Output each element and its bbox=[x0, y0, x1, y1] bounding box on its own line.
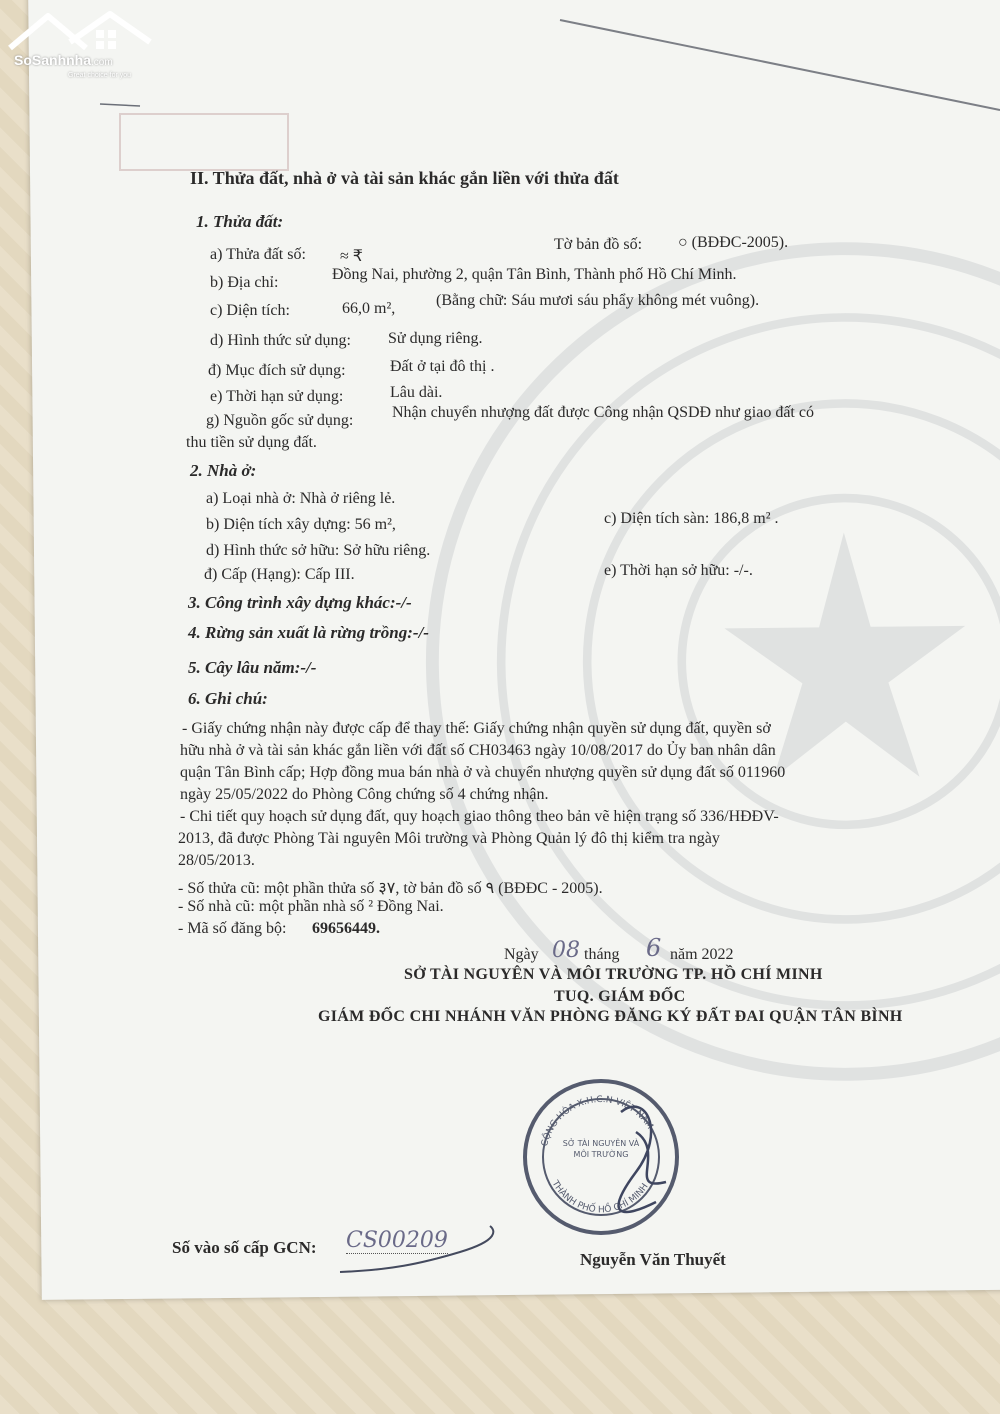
note-registration-code-label: - Mã số đăng bộ: bbox=[178, 920, 287, 937]
seal-top-text: CỘNG HÒA X.H.C.N VIỆT NAM bbox=[540, 1094, 655, 1148]
seal-bottom-text: THÀNH PHỐ HỒ CHÍ MINH bbox=[549, 1179, 651, 1216]
note-line: - Giấy chứng nhận này được cấp để thay thế: Giấy chứng nhận quyền sử dụng đất, quyền sở bbox=[182, 720, 771, 737]
official-seal-stamp bbox=[516, 1072, 686, 1242]
usage-term-label: e) Thời hạn sử dụng: bbox=[210, 388, 344, 405]
origin-value-cont: thu tiền sử dụng đất. bbox=[186, 434, 317, 451]
perennial-trees: 5. Cây lâu năm:-/- bbox=[188, 658, 317, 677]
usage-purpose-label: đ) Mục đích sử dụng: bbox=[208, 362, 346, 379]
note-old-house: - Số nhà cũ: một phần nhà số ² Đồng Nai. bbox=[178, 898, 444, 915]
area-value: 66,0 m², bbox=[342, 300, 396, 317]
issuing-department: SỞ TÀI NGUYÊN VÀ MÔI TRƯỜNG TP. HỒ CHÍ MINH bbox=[404, 966, 823, 983]
certificate-page bbox=[28, 0, 1000, 1300]
date-year: năm 2022 bbox=[670, 946, 734, 963]
authorization: TUQ. GIÁM ĐỐC bbox=[554, 988, 686, 1005]
house-ownership-term: e) Thời hạn sở hữu: -/-. bbox=[604, 562, 753, 579]
land-heading: 1. Thửa đất: bbox=[196, 212, 284, 231]
gcn-signature-scribble bbox=[330, 1222, 500, 1282]
house-ownership: d) Hình thức sở hữu: Sở hữu riêng. bbox=[206, 542, 431, 559]
other-constructions: 3. Công trình xây dựng khác:-/- bbox=[188, 593, 412, 612]
origin-label: g) Nguồn gốc sử dụng: bbox=[206, 412, 354, 429]
land-parcel-label: a) Thửa đất số: bbox=[210, 246, 306, 263]
gcn-number-label: Số vào số cấp GCN: bbox=[172, 1238, 317, 1257]
signer-title: GIÁM ĐỐC CHI NHÁNH VĂN PHÒNG ĐĂNG KÝ ĐẤT ĐAI QUẬN TÂN BÌNH bbox=[318, 1008, 903, 1025]
seal-center-text: SỞ TÀI NGUYÊN VÀ MÔI TRƯỜNG bbox=[562, 1139, 640, 1159]
usage-term-value: Lâu dài. bbox=[390, 384, 443, 401]
gcn-number-value: CS00209 bbox=[346, 1228, 448, 1253]
area-label: c) Diện tích: bbox=[210, 302, 290, 319]
address-label: b) Địa chỉ: bbox=[210, 274, 279, 291]
date-month-label: tháng bbox=[584, 946, 620, 963]
note-line: - Chi tiết quy hoạch sử dụng đất, quy hoạch giao thông theo bản vẽ hiện trạng số 336/HĐĐV- bbox=[180, 808, 779, 825]
address-value: Đồng Nai, phường 2, quận Tân Bình, Thành phố Hồ Chí Minh. bbox=[332, 266, 737, 283]
note-old-parcel: - Số thửa cũ: một phần thửa số ३٧, tờ bản đồ số ۹ (BĐĐC - 2005). bbox=[178, 880, 603, 897]
date-day-label: Ngày bbox=[504, 946, 539, 963]
house-heading: 2. Nhà ở: bbox=[190, 461, 257, 480]
logo-tagline: Great choice for you bbox=[68, 72, 132, 79]
faded-stamp bbox=[118, 112, 290, 172]
usage-form-value: Sử dụng riêng. bbox=[388, 330, 483, 347]
section-title: II. Thửa đất, nhà ở và tài sản khác gắn liền với thửa đất bbox=[190, 168, 619, 188]
house-grade: đ) Cấp (Hạng): Cấp III. bbox=[204, 566, 355, 583]
production-forest: 4. Rừng sản xuất là rừng trồng:-/- bbox=[188, 623, 429, 642]
note-line: hữu nhà ở và tài sản khác gắn liền với đất số CH03463 ngày 10/08/2017 do Ủy ban nhân dân bbox=[180, 742, 776, 759]
map-sheet-label: Tờ bản đồ số: bbox=[554, 236, 643, 253]
note-line: quận Tân Bình cấp; Hợp đồng mua bán nhà ở và chuyển nhượng quyền sử dụng đất số 011960 bbox=[180, 764, 786, 781]
signer-name: Nguyễn Văn Thuyết bbox=[580, 1250, 726, 1269]
note-line: 2013, đã được Phòng Tài nguyên Môi trường và Phòng Quản lý đô thị kiểm tra ngày bbox=[178, 830, 720, 847]
note-line: 28/05/2013. bbox=[178, 852, 255, 869]
note-registration-code-value: 69656449. bbox=[312, 920, 380, 937]
usage-form-label: d) Hình thức sử dụng: bbox=[210, 332, 351, 349]
origin-value: Nhận chuyển nhượng đất được Công nhận QSDĐ như giao đất có bbox=[392, 404, 814, 421]
date-month: 6 bbox=[646, 934, 662, 962]
usage-purpose-value: Đất ở tại đô thị . bbox=[390, 358, 495, 375]
notes-heading: 6. Ghi chú: bbox=[188, 689, 268, 708]
map-sheet-value: ○ (BĐĐC-2005). bbox=[678, 234, 789, 251]
house-building-area: b) Diện tích xây dựng: 56 m², bbox=[206, 516, 396, 533]
land-parcel-value: ≈ ₹ bbox=[340, 248, 363, 265]
logo-wordmark: SoSanhnha.com bbox=[14, 52, 113, 68]
house-type: a) Loại nhà ở: Nhà ở riêng lẻ. bbox=[206, 490, 396, 507]
house-floor-area: c) Diện tích sàn: 186,8 m² . bbox=[604, 510, 779, 527]
date-day: 08 bbox=[552, 938, 580, 963]
note-line: ngày 25/05/2022 do Phòng Công chứng số 4 chứng nhận. bbox=[180, 786, 549, 803]
area-words: (Bằng chữ: Sáu mươi sáu phẩy không mét vuông). bbox=[436, 292, 760, 309]
